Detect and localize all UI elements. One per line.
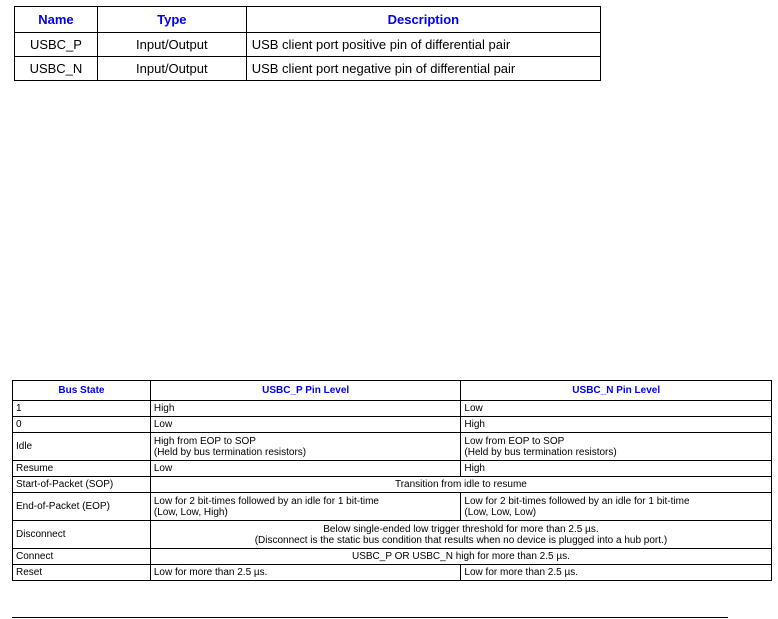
n-level: Low <box>461 401 772 417</box>
table-row <box>13 433 772 461</box>
p-level: Low <box>150 417 461 433</box>
table-row <box>13 461 772 477</box>
table-row <box>13 549 772 565</box>
header-bus-state: Bus State <box>13 381 151 401</box>
header-type: Type <box>97 7 246 33</box>
pin-name: USBC_N <box>15 57 98 81</box>
pin-name: USBC_P <box>15 33 98 57</box>
table-header-row <box>13 381 772 401</box>
n-level: High <box>461 461 772 477</box>
table-header-row <box>15 7 601 33</box>
p-level-note: (Low, Low, High) <box>153 506 228 518</box>
table-row <box>13 521 772 549</box>
p-level: Low for more than 2.5 µs. <box>150 565 461 581</box>
bus-state: Connect <box>13 549 151 565</box>
spanning-level: USBC_P OR USBC_N high for more than 2.5 µs. <box>150 549 771 565</box>
p-level-line: Low for 2 bit-times followed by an idle for 1 bit-time <box>153 495 379 507</box>
bus-state: Reset <box>13 565 151 581</box>
pin-type: Input/Output <box>97 33 246 57</box>
pin-type: Input/Output <box>97 57 246 81</box>
pin-description-table <box>14 6 601 81</box>
n-level: Low for more than 2.5 µs. <box>461 565 772 581</box>
bus-state: Disconnect <box>13 521 151 549</box>
header-n-level: USBC_N Pin Level <box>461 381 772 401</box>
table-row <box>13 401 772 417</box>
table-row <box>13 477 772 493</box>
n-level <box>461 493 772 521</box>
bus-state-table <box>12 380 772 581</box>
spanning-level <box>150 521 771 549</box>
n-level: High <box>461 417 772 433</box>
n-level-note: (Held by bus termination resistors) <box>464 446 617 458</box>
pin-description: USB client port negative pin of differential pair <box>246 57 600 81</box>
n-level-note: (Low, Low, Low) <box>464 506 537 518</box>
n-level <box>461 433 772 461</box>
spanning-level: Transition from idle to resume <box>150 477 771 493</box>
table-row <box>15 57 601 81</box>
n-level-line: Low for 2 bit-times followed by an idle for 1 bit-time <box>464 495 690 507</box>
footer-divider <box>12 617 728 618</box>
p-level <box>150 493 461 521</box>
bus-state: Resume <box>13 461 151 477</box>
header-name: Name <box>15 7 98 33</box>
spanning-level-line: Below single-ended low trigger threshold for more than 2.5 µs. <box>323 523 599 535</box>
spanning-level-note: (Disconnect is the static bus condition that results when no device is plugged into a hub port.) <box>254 534 668 546</box>
header-p-level: USBC_P Pin Level <box>150 381 461 401</box>
bus-state: 0 <box>13 417 151 433</box>
p-level <box>150 433 461 461</box>
pin-description: USB client port positive pin of differential pair <box>246 33 600 57</box>
bus-state: 1 <box>13 401 151 417</box>
p-level-note: (Held by bus termination resistors) <box>153 446 307 458</box>
p-level: Low <box>150 461 461 477</box>
table-row <box>15 33 601 57</box>
n-level-line: Low from EOP to SOP <box>464 435 565 447</box>
bus-state: Idle <box>13 433 151 461</box>
table-row <box>13 565 772 581</box>
table-row <box>13 493 772 521</box>
header-description: Description <box>246 7 600 33</box>
p-level-line: High from EOP to SOP <box>153 435 256 447</box>
table-row <box>13 417 772 433</box>
p-level: High <box>150 401 461 417</box>
bus-state: Start-of-Packet (SOP) <box>13 477 151 493</box>
bus-state: End-of-Packet (EOP) <box>13 493 151 521</box>
